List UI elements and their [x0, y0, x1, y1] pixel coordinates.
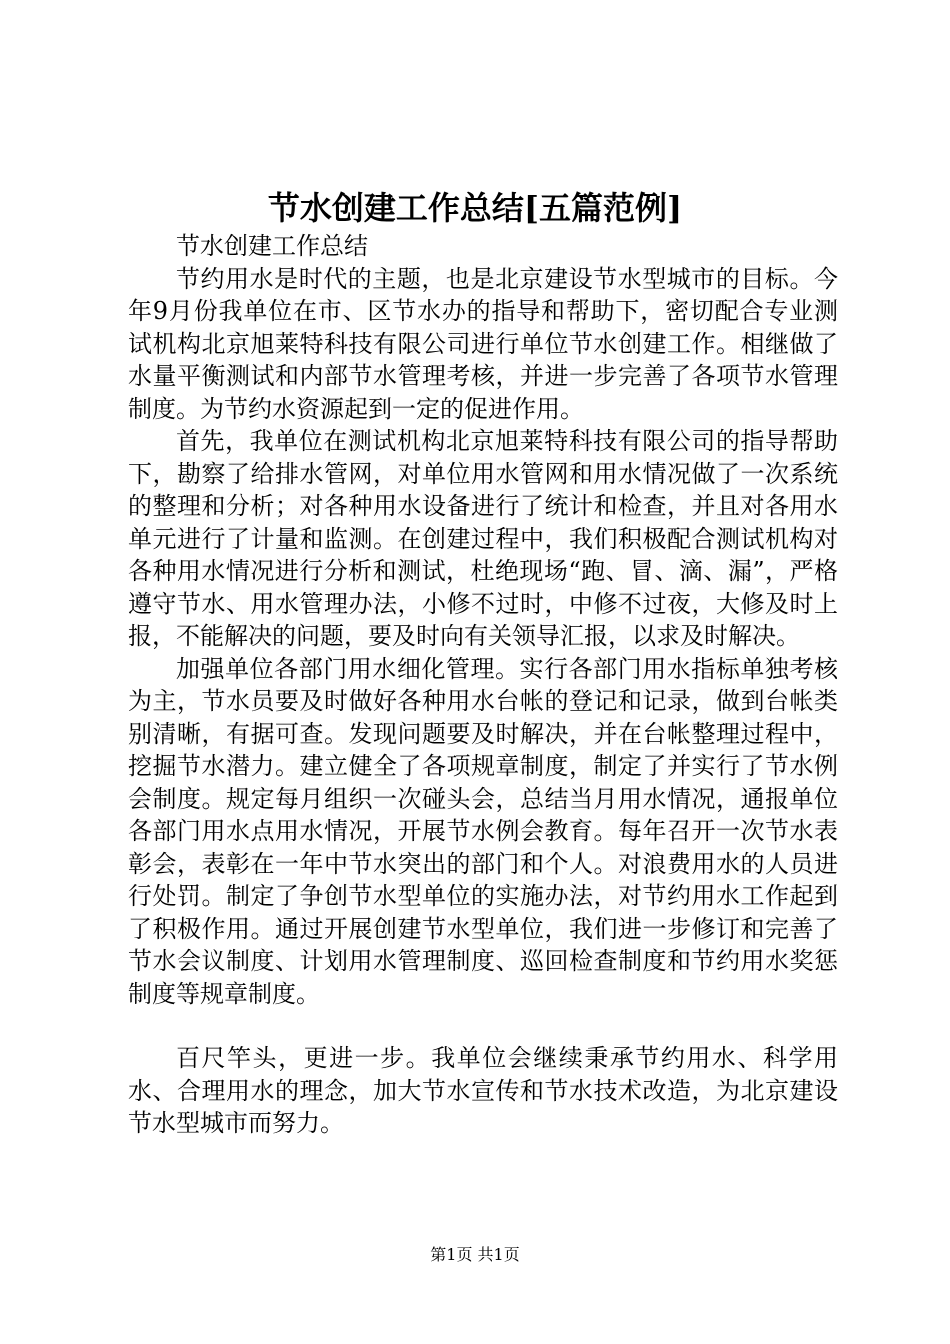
- paragraph-survey: 首先，我单位在测试机构北京旭莱特科技有限公司的指导帮助下，勘察了给排水管网，对单位用水管网和用水情况做了一次系统的整理和分析；对各种用水设备进行了统计和检查，并且对各用水单元进行了计量和监测。在创建过程中，我们积极配合测试机构对各种用水情况进行分析和测试，杜绝现场“跑、冒、滴、漏”，严格遵守节水、用水管理办法，小修不过时，中修不过夜，大修及时上报，不能解决的问题，要及时向有关领导汇报，以求及时解决。: [128, 427, 838, 650]
- paragraph-intro: 节约用水是时代的主题，也是北京建设节水型城市的目标。今年9月份我单位在市、区节水办的指导和帮助下，密切配合专业测试机构北京旭莱特科技有限公司进行单位节水创建工作。相继做了水量平衡测试和内部节水管理考核，并进一步完善了各项节水管理制度。为节约水资源起到一定的促进作用。: [128, 264, 838, 423]
- document-body: [128, 230, 838, 1140]
- page-number-footer: 第1页 共1页: [430, 1245, 520, 1264]
- paragraph-conclusion: 百尺竿头，更进一步。我单位会继续秉承节约用水、科学用水、合理用水的理念，加大节水宣传和节水技术改造，为北京建设节水型城市而努力。: [128, 1044, 838, 1137]
- section-heading: 节水创建工作总结: [176, 232, 368, 260]
- paragraph-management: 加强单位各部门用水细化管理。实行各部门用水指标单独考核为主，节水员要及时做好各种用水台帐的登记和记录，做到台帐类别清晰，有据可查。发现问题要及时解决，并在台帐整理过程中，挖掘节水潜力。建立健全了各项规章制度，制定了并实行了节水例会制度。规定每月组织一次碰头会，总结当月用水情况，通报单位各部门用水点用水情况，开展节水例会教育。每年召开一次节水表彰会，表彰在一年中节水突出的部门和个人。对浪费用水的人员进行处罚。制定了争创节水型单位的实施办法，对节约用水工作起到了积极作用。通过开展创建节水型单位，我们进一步修订和完善了节水会议制度、计划用水管理制度、巡回检查制度和节约用水奖惩制度等规章制度。: [128, 654, 838, 1008]
- document-title: 节水创建工作总结[五篇范例]: [267, 189, 683, 227]
